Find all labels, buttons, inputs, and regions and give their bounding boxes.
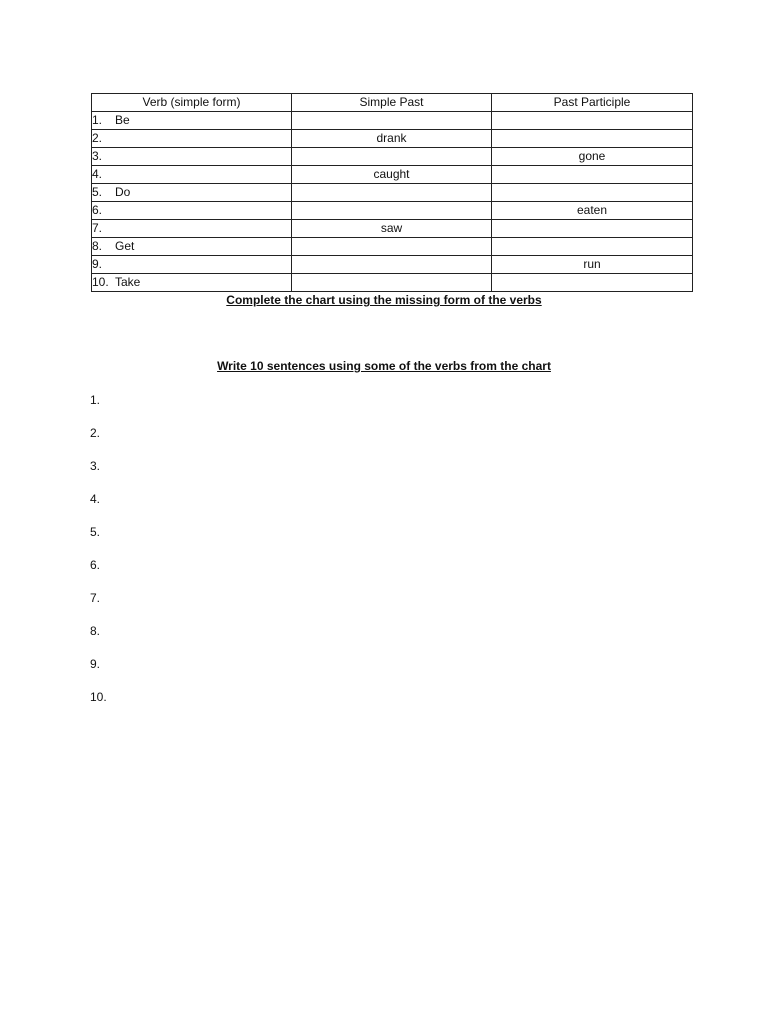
header-past-participle: Past Participle xyxy=(492,94,693,112)
row-number: 6. xyxy=(92,203,103,217)
verb-cell[interactable] xyxy=(92,130,292,148)
row-number: 7. xyxy=(92,221,103,235)
verb-cell[interactable] xyxy=(92,148,292,166)
sentence-line[interactable]: 9. xyxy=(90,657,101,671)
verb-text: Get xyxy=(115,239,135,253)
past-participle-cell[interactable] xyxy=(492,274,693,292)
sentence-list xyxy=(90,392,107,722)
simple-past-cell[interactable] xyxy=(292,256,492,274)
table-row xyxy=(92,148,693,166)
table-row xyxy=(92,238,693,256)
sentence-line[interactable]: 4. xyxy=(90,492,101,506)
sentences-instruction: Write 10 sentences using some of the verbs from the chart xyxy=(217,359,551,373)
past-participle-cell[interactable]: run xyxy=(492,256,693,274)
chart-instruction: Complete the chart using the missing form of the verbs xyxy=(226,293,542,307)
table-row xyxy=(92,112,693,130)
table-row xyxy=(92,274,693,292)
simple-past-cell[interactable] xyxy=(292,238,492,256)
table-row xyxy=(92,166,693,184)
row-number: 5. xyxy=(92,185,103,199)
verb-chart-table xyxy=(91,93,693,292)
row-number: 4. xyxy=(92,167,103,181)
header-simple-past: Simple Past xyxy=(292,94,492,112)
sentence-line[interactable]: 8. xyxy=(90,624,101,638)
sentence-line[interactable]: 3. xyxy=(90,459,101,473)
verb-cell[interactable] xyxy=(92,220,292,238)
sentence-line[interactable]: 7. xyxy=(90,591,101,605)
past-participle-cell[interactable] xyxy=(492,238,693,256)
verb-cell[interactable] xyxy=(92,202,292,220)
past-participle-cell[interactable]: eaten xyxy=(492,202,693,220)
past-participle-cell[interactable] xyxy=(492,184,693,202)
verb-cell[interactable] xyxy=(92,112,292,130)
verb-cell[interactable] xyxy=(92,274,292,292)
past-participle-cell[interactable] xyxy=(492,130,693,148)
table-row xyxy=(92,184,693,202)
simple-past-cell[interactable]: caught xyxy=(292,166,492,184)
past-participle-cell[interactable] xyxy=(492,112,693,130)
verb-text: Be xyxy=(115,113,130,127)
sentence-line[interactable]: 2. xyxy=(90,426,101,440)
table-header-row xyxy=(92,94,693,112)
simple-past-cell[interactable] xyxy=(292,274,492,292)
verb-cell[interactable] xyxy=(92,238,292,256)
past-participle-cell[interactable]: gone xyxy=(492,148,693,166)
simple-past-cell[interactable]: drank xyxy=(292,130,492,148)
row-number: 9. xyxy=(92,257,103,271)
simple-past-cell[interactable] xyxy=(292,202,492,220)
header-verb-simple-form: Verb (simple form) xyxy=(92,94,292,112)
row-number: 8. xyxy=(92,239,103,253)
row-number: 3. xyxy=(92,149,103,163)
simple-past-cell[interactable] xyxy=(292,148,492,166)
past-participle-cell[interactable] xyxy=(492,220,693,238)
verb-cell[interactable] xyxy=(92,256,292,274)
verb-cell[interactable] xyxy=(92,166,292,184)
verb-cell[interactable] xyxy=(92,184,292,202)
row-number: 10. xyxy=(92,275,109,289)
sentence-line[interactable]: 1. xyxy=(90,393,101,407)
sentence-line[interactable]: 5. xyxy=(90,525,101,539)
past-participle-cell[interactable] xyxy=(492,166,693,184)
table-row xyxy=(92,256,693,274)
simple-past-cell[interactable]: saw xyxy=(292,220,492,238)
row-number: 1. xyxy=(92,113,103,127)
row-number: 2. xyxy=(92,131,103,145)
verb-text: Take xyxy=(115,275,141,289)
sentence-line[interactable]: 10. xyxy=(90,690,107,704)
verb-text: Do xyxy=(115,185,131,199)
table-row xyxy=(92,130,693,148)
table-row xyxy=(92,202,693,220)
simple-past-cell[interactable] xyxy=(292,184,492,202)
simple-past-cell[interactable] xyxy=(292,112,492,130)
sentence-line[interactable]: 6. xyxy=(90,558,101,572)
table-row xyxy=(92,220,693,238)
